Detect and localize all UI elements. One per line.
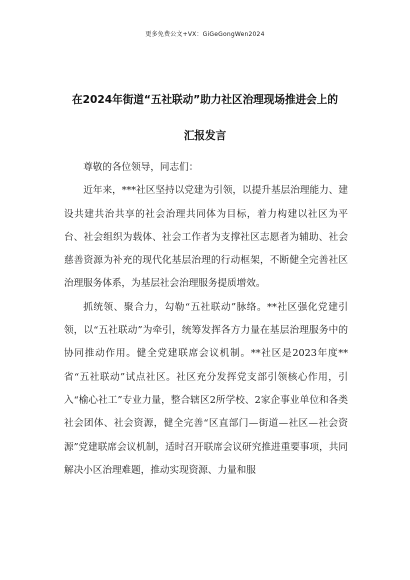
header-note: 更多免费公文+VX：GiGeGongWen2024 [145,31,265,38]
document-subtitle: 汇报发言 [183,130,227,142]
greeting: 尊敬的各位领导，同志们： [83,162,199,173]
document-title: 在2024年街道“五社联动”助力社区治理现场推进会上的 [72,94,338,106]
paragraph-1: 近年来，***社区坚持以党建为引领，以提升基层治理能力、建设共建共治共享的社会治理共同体为目标，着力构建以社区为平台、社会组织为载体、社会工作者为支撑社区志愿者为辅助、社会慈善资源为补充的现代化基层治理的行动框架，不断健全完善社区治理服务体系，为基层社会治理服务提质增效。 [64,185,348,290]
paragraph-2: 抓统领、聚合力，勾勒“五社联动”脉络。**社区强化党建引领，以“五社联动”为牵引，统筹发挥各方力量在基层治理服务中的协同推动作用。健全党建联席会议机制。**社区是2023年度**省“五社联动”试点社区。社区充分发挥党支部引领核心作用，引入“榆心社工”专业力量，整合辖区2所学校、2家企事业单位和各类社会团体、社会资源，健全完善“区直部门—街道—社区—社会资源”党建联席会议机制，适时召开联席会议研究推进重要事项，共同解决小区治理难题，推动实现资源、力量和服 [64,301,348,476]
document-body [64,156,348,482]
